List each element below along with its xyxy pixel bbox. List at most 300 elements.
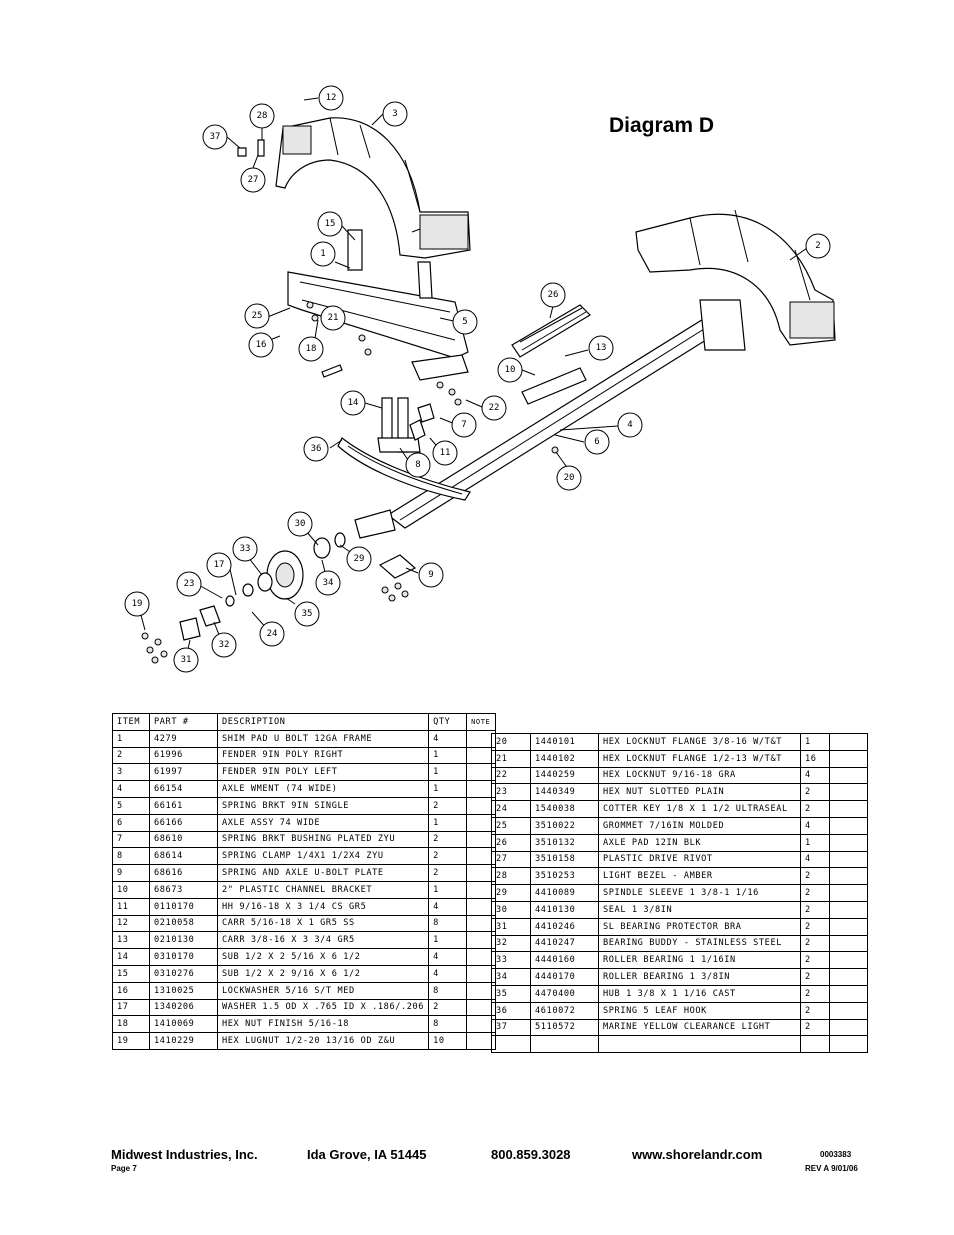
- cell-item: 33: [492, 952, 531, 969]
- cell-description: HH 9/16-18 X 3 1/4 CS GR5: [218, 898, 429, 915]
- cell-description: SUB 1/2 X 2 9/16 X 6 1/2: [218, 965, 429, 982]
- cell-description: PLASTIC DRIVE RIVOT: [599, 851, 801, 868]
- cell-item: 16: [113, 982, 150, 999]
- cell-qty: 2: [801, 901, 830, 918]
- cell-description: HEX NUT SLOTTED PLAIN: [599, 784, 801, 801]
- callout-27: [241, 168, 265, 192]
- table-row: [492, 851, 868, 868]
- svg-text:21: 21: [327, 313, 339, 323]
- table-header-row: [113, 714, 496, 731]
- callout-1: [311, 242, 335, 266]
- cell-qty: 8: [429, 1016, 467, 1033]
- cell-item: 20: [492, 734, 531, 751]
- cell-part-number: 1410069: [150, 1016, 218, 1033]
- cell-item: 1: [113, 730, 150, 747]
- cell-part-number: 0210130: [150, 932, 218, 949]
- svg-text:14: 14: [347, 398, 359, 408]
- cell-part-number: 0210058: [150, 915, 218, 932]
- table-row: [492, 969, 868, 986]
- cell-note: [830, 1019, 868, 1036]
- lug-nuts-drawing: [142, 633, 167, 663]
- header-item: ITEM: [113, 714, 150, 731]
- cell-item: 6: [113, 814, 150, 831]
- cell-qty: 1: [429, 747, 467, 764]
- callout-5: [453, 310, 477, 334]
- cell-note: [830, 985, 868, 1002]
- table-row: [113, 1016, 496, 1033]
- table-row: [492, 935, 868, 952]
- cell-note: [830, 767, 868, 784]
- svg-text:24: 24: [266, 629, 278, 639]
- svg-text:8: 8: [415, 460, 421, 470]
- cell-description: SPRING AND AXLE U-BOLT PLATE: [218, 865, 429, 882]
- cell-item: 10: [113, 881, 150, 898]
- callout-18: [299, 337, 323, 361]
- table-row: [492, 1019, 868, 1036]
- cell-description: FENDER 9IN POLY LEFT: [218, 764, 429, 781]
- cell-note: [830, 784, 868, 801]
- cell-description: SPRING BRKT BUSHING PLATED ZYU: [218, 831, 429, 848]
- callout-33: [233, 537, 257, 561]
- callout-36: [304, 437, 328, 461]
- table-row: [113, 949, 496, 966]
- svg-text:13: 13: [595, 343, 607, 353]
- cell-qty: 4: [801, 817, 830, 834]
- svg-text:1: 1: [320, 249, 326, 259]
- cell-qty: 4: [429, 949, 467, 966]
- svg-text:22: 22: [488, 403, 500, 413]
- header-note: NOTE: [467, 714, 496, 731]
- table-row: [492, 734, 868, 751]
- cell-note: [830, 851, 868, 868]
- cell-description: HEX NUT FINISH 5/16-18: [218, 1016, 429, 1033]
- cell-part-number: 4440160: [531, 952, 599, 969]
- cell-part-number: 66161: [150, 797, 218, 814]
- callout-15: [318, 212, 342, 236]
- cell-item: 31: [492, 918, 531, 935]
- cell-qty: 2: [801, 801, 830, 818]
- table-row: [492, 784, 868, 801]
- cell-part-number: 1310025: [150, 982, 218, 999]
- svg-text:2: 2: [815, 241, 821, 251]
- cell-part-number: 5110572: [531, 1019, 599, 1036]
- cell-part-number: 68610: [150, 831, 218, 848]
- svg-text:23: 23: [183, 579, 195, 589]
- cell-description: SUB 1/2 X 2 5/16 X 6 1/2: [218, 949, 429, 966]
- cell-item: 35: [492, 985, 531, 1002]
- cell-qty: 2: [801, 1019, 830, 1036]
- callout-25: [245, 304, 269, 328]
- parts-table-left: [112, 713, 496, 1050]
- cell-item: 28: [492, 868, 531, 885]
- cell-item: 19: [113, 1033, 150, 1050]
- cell-description: GROMMET 7/16IN MOLDED: [599, 817, 801, 834]
- table-row: [492, 885, 868, 902]
- callout-3: [383, 102, 407, 126]
- cell-item: 36: [492, 1002, 531, 1019]
- spindle-drawing: [355, 510, 395, 538]
- callout-35: [295, 602, 319, 626]
- cell-part-number: 1440102: [531, 750, 599, 767]
- cell-description: HEX LOCKNUT FLANGE 1/2-13 W/T&T: [599, 750, 801, 767]
- cell-description: 2" PLASTIC CHANNEL BRACKET: [218, 881, 429, 898]
- header-qty: QTY: [429, 714, 467, 731]
- cell-item: 9: [113, 865, 150, 882]
- cell-item: 29: [492, 885, 531, 902]
- cell-part-number: 1540038: [531, 801, 599, 818]
- callout-29: [347, 547, 371, 571]
- cell-item: 25: [492, 817, 531, 834]
- cell-note: [830, 817, 868, 834]
- callout-28: [250, 104, 274, 128]
- callout-23: [177, 572, 201, 596]
- svg-text:26: 26: [547, 290, 559, 300]
- callout-31: [174, 648, 198, 672]
- svg-text:34: 34: [322, 578, 334, 588]
- cell-description: ROLLER BEARING 1 1/16IN: [599, 952, 801, 969]
- cell-description: CARR 3/8-16 X 3 3/4 GR5: [218, 932, 429, 949]
- cell-description: SPRING BRKT 9IN SINGLE: [218, 797, 429, 814]
- cell-description: AXLE PAD 12IN BLK: [599, 834, 801, 851]
- cell-qty: 4: [429, 730, 467, 747]
- cell-qty: 2: [429, 797, 467, 814]
- footer-doc-number: 0003383: [820, 1150, 852, 1159]
- ubolt-plate-drawing: [380, 555, 415, 601]
- svg-text:5: 5: [462, 317, 468, 327]
- callout-9: [419, 563, 443, 587]
- cell-description: SPINDLE SLEEVE 1 3/8-1 1/16: [599, 885, 801, 902]
- callout-22: [482, 396, 506, 420]
- table-row: [113, 915, 496, 932]
- svg-text:31: 31: [180, 655, 192, 665]
- callout-34: [316, 571, 340, 595]
- cell-description: MARINE YELLOW CLEARANCE LIGHT: [599, 1019, 801, 1036]
- cell-part-number: 1440259: [531, 767, 599, 784]
- cell-note: [830, 901, 868, 918]
- cell-item: 3: [113, 764, 150, 781]
- cell-item: 18: [113, 1016, 150, 1033]
- cell-item: 14: [113, 949, 150, 966]
- cell-part-number: 0110170: [150, 898, 218, 915]
- svg-text:29: 29: [353, 554, 365, 564]
- cell-qty: 2: [801, 935, 830, 952]
- cell-part-number: 3510253: [531, 868, 599, 885]
- footer-phone: 800.859.3028: [491, 1147, 571, 1162]
- diagram-title: Diagram D: [609, 114, 715, 137]
- cell-part-number: 3510022: [531, 817, 599, 834]
- table-row: [492, 801, 868, 818]
- cell-part-number: 4410089: [531, 885, 599, 902]
- cell-description: COTTER KEY 1/8 X 1 1/2 ULTRASEAL: [599, 801, 801, 818]
- svg-text:36: 36: [310, 444, 322, 454]
- svg-text:28: 28: [256, 111, 268, 121]
- cell-qty: 2: [801, 985, 830, 1002]
- svg-text:15: 15: [324, 219, 336, 229]
- cell-item: 2: [113, 747, 150, 764]
- parts-table-right: [491, 733, 868, 1053]
- cell-note: [830, 868, 868, 885]
- cell-qty: 4: [801, 767, 830, 784]
- table-row: [113, 764, 496, 781]
- table-row: [113, 982, 496, 999]
- table-row: [113, 814, 496, 831]
- cell-qty: 2: [429, 865, 467, 882]
- axle-pad-drawing: [512, 305, 590, 404]
- callout-30: [288, 512, 312, 536]
- cell-part-number: 1440101: [531, 734, 599, 751]
- table-row: [113, 965, 496, 982]
- cell-item: 13: [113, 932, 150, 949]
- cell-part-number: 66166: [150, 814, 218, 831]
- table-row: [113, 730, 496, 747]
- svg-text:17: 17: [213, 560, 225, 570]
- cell-part-number: 0310170: [150, 949, 218, 966]
- svg-text:32: 32: [218, 640, 230, 650]
- cell-note: [830, 750, 868, 767]
- cell-description: HEX LOCKNUT FLANGE 3/8-16 W/T&T: [599, 734, 801, 751]
- table-row: [113, 747, 496, 764]
- table-row: [113, 848, 496, 865]
- svg-text:10: 10: [504, 365, 516, 375]
- cell-qty: 2: [801, 784, 830, 801]
- cell-part-number: 61997: [150, 764, 218, 781]
- cell-description: LIGHT BEZEL - AMBER: [599, 868, 801, 885]
- callout-16: [249, 333, 273, 357]
- cell-description: HEX LUGNUT 1/2-20 13/16 OD Z&U: [218, 1033, 429, 1050]
- callout-6: [585, 430, 609, 454]
- callout-17: [207, 553, 231, 577]
- cell-qty: 1: [429, 781, 467, 798]
- cell-item: 23: [492, 784, 531, 801]
- cell-description: HUB 1 3/8 X 1 1/16 CAST: [599, 985, 801, 1002]
- callout-10: [498, 358, 522, 382]
- cell-qty: 1: [429, 881, 467, 898]
- cell-part-number: 61996: [150, 747, 218, 764]
- svg-text:16: 16: [255, 340, 267, 350]
- cell-qty: 4: [429, 965, 467, 982]
- cell-description: SL BEARING PROTECTOR BRA: [599, 918, 801, 935]
- cell-qty: 2: [801, 885, 830, 902]
- callout-4: [618, 413, 642, 437]
- table-row: [492, 817, 868, 834]
- cell-item: 34: [492, 969, 531, 986]
- table-row: [113, 999, 496, 1016]
- cell-part-number: 68616: [150, 865, 218, 882]
- table-row: [113, 932, 496, 949]
- cell-qty: 1: [429, 814, 467, 831]
- table-row: [113, 865, 496, 882]
- cell-note: [830, 918, 868, 935]
- callout-11: [433, 441, 457, 465]
- svg-text:4: 4: [627, 420, 633, 430]
- cell-qty: 2: [801, 918, 830, 935]
- callout-24: [260, 622, 284, 646]
- callout-20: [557, 466, 581, 490]
- cell-description: SEAL 1 3/8IN: [599, 901, 801, 918]
- callout-13: [589, 336, 613, 360]
- header-description: DESCRIPTION: [218, 714, 429, 731]
- svg-text:19: 19: [131, 599, 143, 609]
- cell-part-number: 4279: [150, 730, 218, 747]
- table-row: [113, 781, 496, 798]
- cell-item: 7: [113, 831, 150, 848]
- table-row: [492, 834, 868, 851]
- cell-qty: 2: [429, 848, 467, 865]
- cell-description: [599, 1036, 801, 1053]
- cell-note: [830, 935, 868, 952]
- svg-text:6: 6: [594, 437, 600, 447]
- table-row: [113, 881, 496, 898]
- cell-description: SPRING CLAMP 1/4X1 1/2X4 ZYU: [218, 848, 429, 865]
- svg-text:35: 35: [301, 609, 313, 619]
- cell-part-number: 3510132: [531, 834, 599, 851]
- cell-note: [830, 952, 868, 969]
- cell-item: 4: [113, 781, 150, 798]
- cell-item: 30: [492, 901, 531, 918]
- cell-part-number: 4410246: [531, 918, 599, 935]
- callout-12: [319, 86, 343, 110]
- cell-part-number: 1410229: [150, 1033, 218, 1050]
- cell-qty: 1: [801, 734, 830, 751]
- cell-item: 26: [492, 834, 531, 851]
- cell-description: BEARING BUDDY - STAINLESS STEEL: [599, 935, 801, 952]
- cell-item: [492, 1036, 531, 1053]
- cell-note: [830, 834, 868, 851]
- fender-left-drawing: [276, 118, 470, 258]
- header-part-number: PART #: [150, 714, 218, 731]
- cell-part-number: [531, 1036, 599, 1053]
- cell-description: LOCKWASHER 5/16 S/T MED: [218, 982, 429, 999]
- cell-description: WASHER 1.5 OD X .765 ID X .186/.206: [218, 999, 429, 1016]
- table-row: [113, 1033, 496, 1050]
- cell-qty: 2: [801, 969, 830, 986]
- svg-text:30: 30: [294, 519, 306, 529]
- svg-text:20: 20: [563, 473, 575, 483]
- cell-qty: 4: [429, 898, 467, 915]
- svg-text:9: 9: [428, 570, 434, 580]
- cell-qty: 2: [801, 868, 830, 885]
- svg-text:27: 27: [247, 175, 259, 185]
- cell-note: [830, 801, 868, 818]
- cell-qty: 1: [801, 834, 830, 851]
- svg-text:25: 25: [251, 311, 263, 321]
- callout-26: [541, 283, 565, 307]
- cell-item: 15: [113, 965, 150, 982]
- cell-note: [830, 1002, 868, 1019]
- cell-part-number: 3510158: [531, 851, 599, 868]
- cell-part-number: 66154: [150, 781, 218, 798]
- cell-description: CARR 5/16-18 X 1 GR5 SS: [218, 915, 429, 932]
- svg-text:3: 3: [392, 109, 398, 119]
- cell-note: [830, 969, 868, 986]
- table-row: [113, 797, 496, 814]
- cell-qty: 2: [429, 831, 467, 848]
- cell-description: HEX LOCKNUT 9/16-18 GRA: [599, 767, 801, 784]
- footer-website: www.shorelandr.com: [632, 1147, 763, 1162]
- callout-2: [806, 234, 830, 258]
- cell-description: AXLE WMENT (74 WIDE): [218, 781, 429, 798]
- cell-qty: 8: [429, 915, 467, 932]
- cell-item: 5: [113, 797, 150, 814]
- svg-text:37: 37: [209, 132, 221, 142]
- table-row: [492, 767, 868, 784]
- cell-item: 22: [492, 767, 531, 784]
- cell-part-number: 4410247: [531, 935, 599, 952]
- table-row: [492, 918, 868, 935]
- cell-item: 8: [113, 848, 150, 865]
- svg-text:11: 11: [439, 448, 451, 458]
- cell-item: 37: [492, 1019, 531, 1036]
- cell-description: SHIM PAD U BOLT 12GA FRAME: [218, 730, 429, 747]
- cell-part-number: 4440170: [531, 969, 599, 986]
- footer-company: Midwest Industries, Inc.: [111, 1147, 258, 1162]
- svg-text:33: 33: [239, 544, 251, 554]
- table-row: [492, 868, 868, 885]
- cell-part-number: 1440349: [531, 784, 599, 801]
- callout-37: [203, 125, 227, 149]
- cell-description: FENDER 9IN POLY RIGHT: [218, 747, 429, 764]
- cell-qty: 10: [429, 1033, 467, 1050]
- callout-32: [212, 633, 236, 657]
- cell-part-number: 68614: [150, 848, 218, 865]
- cell-item: 17: [113, 999, 150, 1016]
- cell-part-number: 68673: [150, 881, 218, 898]
- svg-text:7: 7: [461, 420, 467, 430]
- footer-page-number: Page 7: [111, 1164, 137, 1173]
- cell-item: 12: [113, 915, 150, 932]
- table-row: [113, 898, 496, 915]
- cell-description: AXLE ASSY 74 WIDE: [218, 814, 429, 831]
- cell-part-number: 4410130: [531, 901, 599, 918]
- cell-qty: 2: [429, 999, 467, 1016]
- cell-item: 21: [492, 750, 531, 767]
- callout-8: [406, 453, 430, 477]
- cell-item: 27: [492, 851, 531, 868]
- cell-qty: 2: [801, 1002, 830, 1019]
- table-row: [492, 1002, 868, 1019]
- svg-text:18: 18: [305, 344, 317, 354]
- cell-part-number: 4470400: [531, 985, 599, 1002]
- cell-qty: 2: [801, 952, 830, 969]
- table-row: [113, 831, 496, 848]
- cell-item: 24: [492, 801, 531, 818]
- cell-qty: 1: [429, 764, 467, 781]
- cell-description: SPRING 5 LEAF HOOK: [599, 1002, 801, 1019]
- cell-note: [830, 1036, 868, 1053]
- cell-part-number: 4610072: [531, 1002, 599, 1019]
- cell-description: ROLLER BEARING 1 3/8IN: [599, 969, 801, 986]
- cell-qty: 8: [429, 982, 467, 999]
- footer-location: Ida Grove, IA 51445: [307, 1147, 427, 1162]
- callout-7: [452, 413, 476, 437]
- cell-qty: 1: [429, 932, 467, 949]
- cell-part-number: 1340206: [150, 999, 218, 1016]
- callout-19: [125, 592, 149, 616]
- table-row: [492, 1036, 868, 1053]
- cell-qty: [801, 1036, 830, 1053]
- cell-note: [830, 885, 868, 902]
- table-row: [492, 901, 868, 918]
- callout-14: [341, 391, 365, 415]
- cell-item: 11: [113, 898, 150, 915]
- cell-qty: 4: [801, 851, 830, 868]
- cell-item: 32: [492, 935, 531, 952]
- table-row: [492, 750, 868, 767]
- table-row: [492, 952, 868, 969]
- cell-qty: 16: [801, 750, 830, 767]
- svg-text:12: 12: [325, 93, 337, 103]
- leader-lines: [138, 98, 810, 658]
